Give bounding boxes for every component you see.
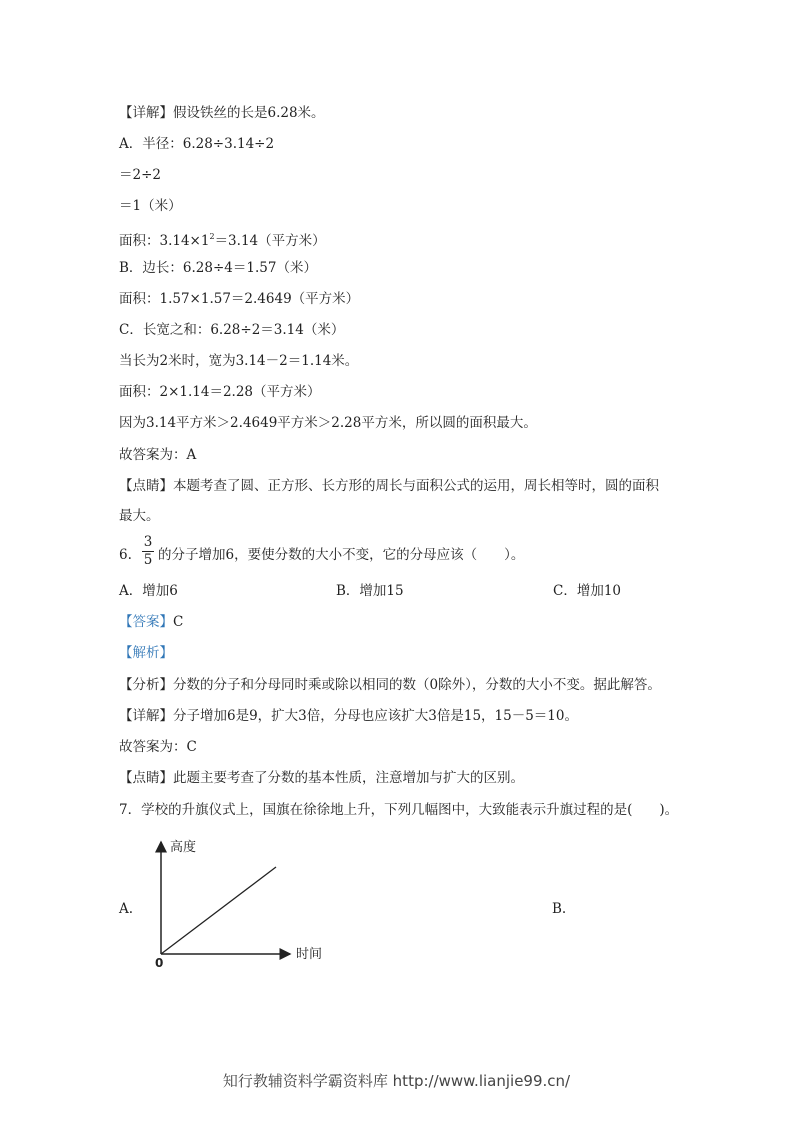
q6-xiangjie: 【详解】分子增加6是9，扩大3倍，分母也应该扩大3倍是15，15－5＝10。 [119, 708, 578, 724]
q6-dianjing: 【点睛】此题主要考查了分数的基本性质，注意增加与扩大的区别。 [119, 770, 524, 786]
q6-option-b: B．增加15 [336, 583, 404, 599]
q7-text: 7．学校的升旗仪式上，国旗在徐徐地上升，下列几幅图中，大致能表示升旗过程的是( )。 [119, 802, 679, 818]
fraction [142, 534, 154, 569]
q6-answer [119, 613, 183, 631]
option-c-sum: C．长宽之和：6.28÷2＝3.14（米） [119, 322, 345, 338]
q6-option-a: A．增加6 [119, 583, 178, 599]
answer-conclusion: 故答案为：A [119, 447, 197, 463]
fraction-numerator: 3 [143, 534, 153, 550]
q6-number: 6. [119, 547, 132, 563]
height-time-graph [150, 836, 330, 975]
x-axis-label: 时间 [296, 947, 323, 962]
q6-text: 的分子增加6，要使分数的大小不变，它的分母应该（ ）。 [158, 547, 525, 563]
q6-conclusion: 故答案为：C [119, 739, 197, 755]
y-axis-label: 高度 [170, 840, 197, 855]
option-a-radius: A．半径：6.28÷3.14÷2 [119, 136, 275, 152]
calc-step: ＝2÷2 [119, 167, 161, 183]
q6-option-c: C．增加10 [553, 583, 622, 599]
detail-heading: 【详解】假设铁丝的长是6.28米。 [119, 105, 325, 121]
point-summary-cont: 最大。 [119, 508, 160, 524]
q7-option-a: A. [119, 901, 134, 917]
rect-area: 面积：2×1.14＝2.28（平方米） [119, 384, 321, 400]
point-summary: 【点睛】本题考查了圆、正方形、长方形的周长与面积公式的运用，周长相等时，圆的面积 [119, 478, 659, 494]
square-area: 面积：1.57×1.57＝2.4649（平方米） [119, 291, 360, 307]
option-b-side: B．边长：6.28÷4＝1.57（米） [119, 260, 317, 276]
rising-line [161, 867, 276, 954]
graph-svg [150, 836, 330, 971]
q7-option-b: B. [552, 901, 567, 917]
exponent: 2 [209, 232, 215, 241]
footer-watermark: 知行教辅资料学霸资料库 http://www.lianjie99.cn/ [222, 1072, 571, 1090]
q6-analysis-label: 【解析】 [119, 645, 173, 661]
calc-result: ＝1（米） [119, 198, 182, 214]
circle-area-part2: ＝3.14（平方米） [214, 233, 326, 249]
origin-label: 0 [155, 956, 164, 970]
circle-area-part1: 面积：3.14×1 [119, 233, 210, 249]
answer-label: 【答案】 [119, 614, 173, 630]
answer-value: C [173, 614, 184, 630]
fraction-denominator: 5 [143, 552, 153, 568]
q6-fenxi: 【分析】分数的分子和分母同时乘或除以相同的数（0除外），分数的大小不变。据此解答。 [119, 677, 661, 693]
comparison: 因为3.14平方米＞2.4649平方米＞2.28平方米，所以圆的面积最大。 [119, 415, 537, 431]
rect-dimensions: 当长为2米时，宽为3.14－2＝1.14米。 [119, 353, 359, 369]
circle-area [119, 228, 326, 250]
